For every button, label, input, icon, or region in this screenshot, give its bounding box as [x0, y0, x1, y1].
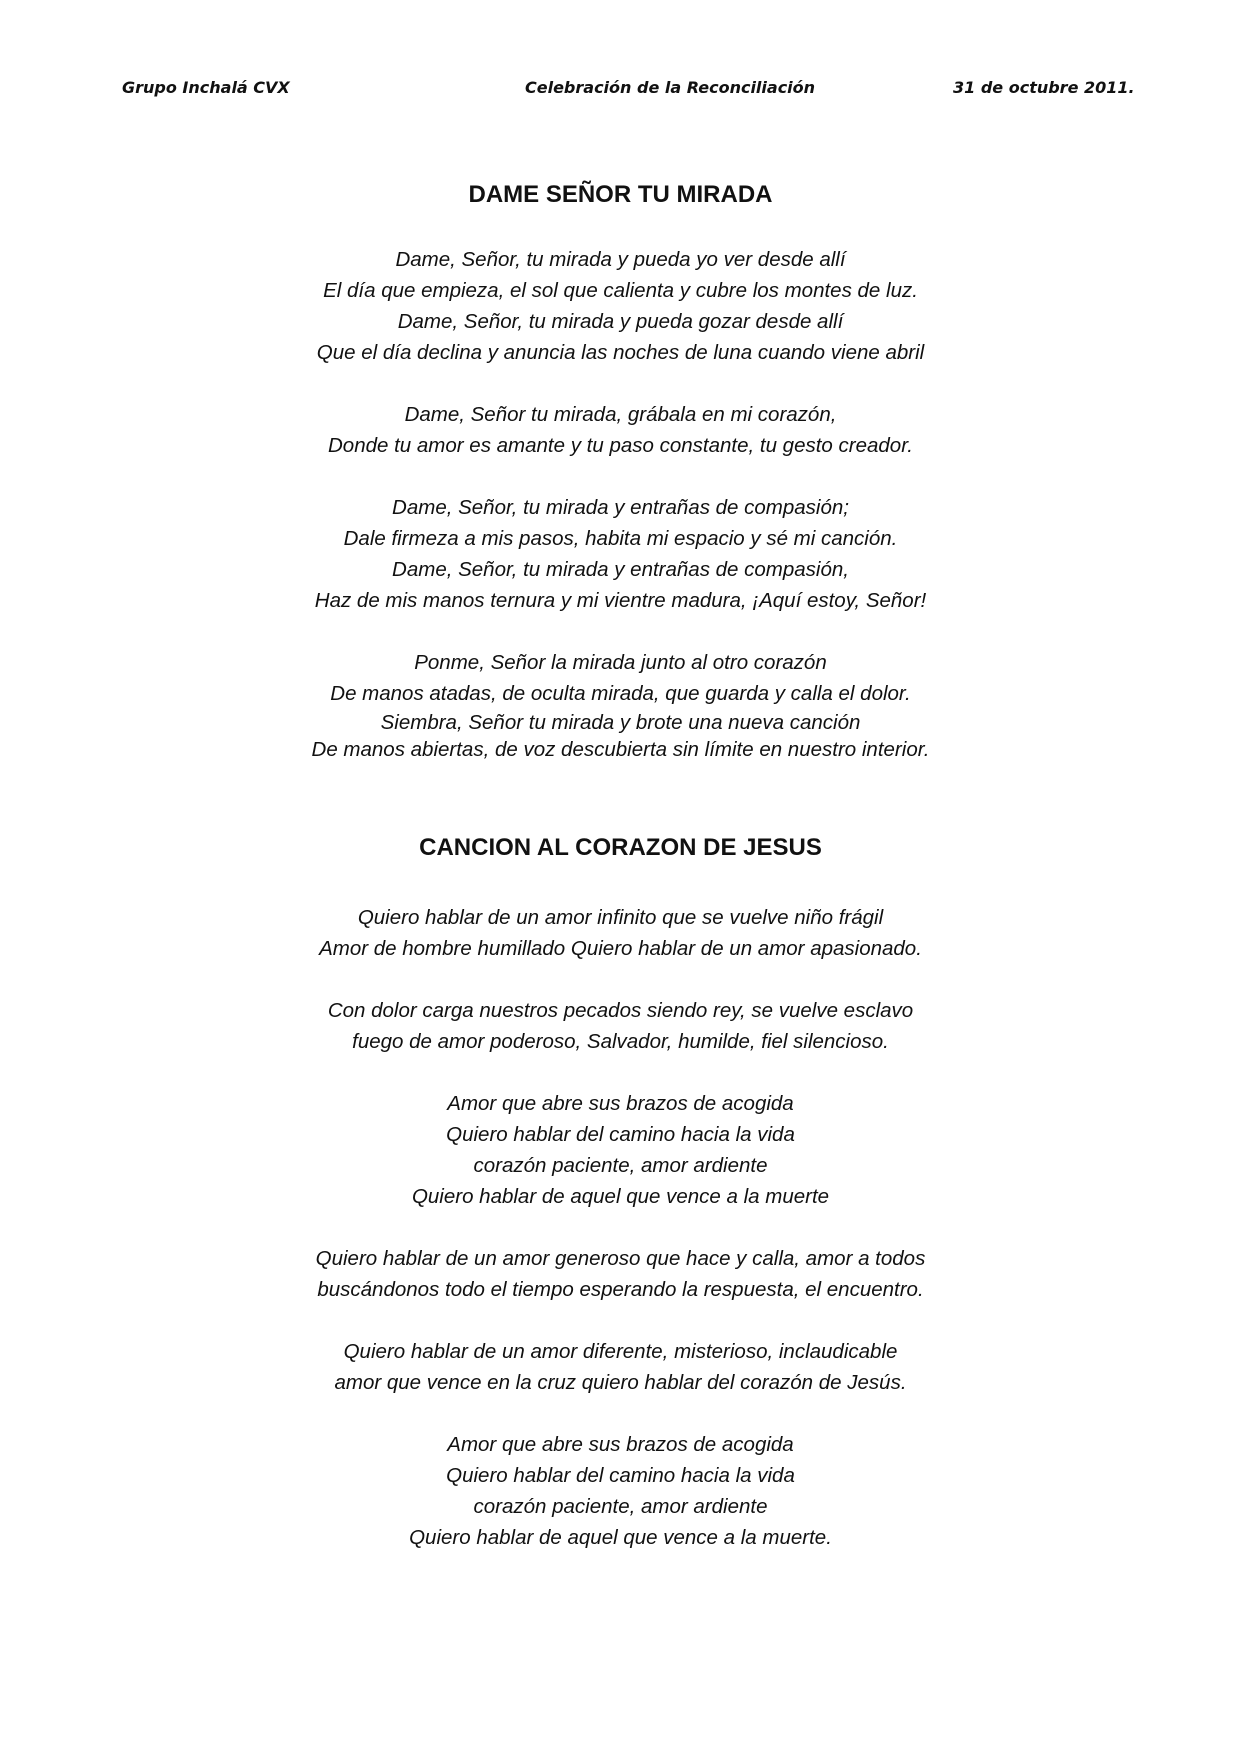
- lyric-line: fuego de amor poderoso, Salvador, humilde, fiel silencioso.: [352, 1030, 889, 1053]
- lyric-line: Siembra, Señor tu mirada y brote una nueva canción: [380, 711, 861, 734]
- lyric-line: Quiero hablar del camino hacia la vida: [446, 1464, 795, 1487]
- page-header: [0, 76, 1241, 100]
- lyric-line: corazón paciente, amor ardiente: [473, 1154, 768, 1177]
- lyric-line: Haz de mis manos ternura y mi vientre madura, ¡Aquí estoy, Señor!: [314, 589, 927, 612]
- lyric-line: De manos atadas, de oculta mirada, que guarda y calla el dolor.: [330, 682, 911, 705]
- lyric-line: Con dolor carga nuestros pecados siendo rey, se vuelve esclavo: [327, 999, 914, 1022]
- header-group-name: Grupo Inchalá CVX: [122, 78, 290, 97]
- song-title-cancion-corazon: CANCION AL CORAZON DE JESUS: [419, 834, 822, 861]
- song-lyrics-dame-senor: [0, 244, 1241, 763]
- lyric-line: Quiero hablar del camino hacia la vida: [446, 1123, 795, 1146]
- stanza-gap: [0, 368, 1241, 399]
- lyric-line: Donde tu amor es amante y tu paso constante, tu gesto creador.: [328, 434, 913, 457]
- lyric-line: corazón paciente, amor ardiente: [473, 1495, 768, 1518]
- lyric-line: Amor que abre sus brazos de acogida: [447, 1433, 794, 1456]
- lyric-line: Que el día declina y anuncia las noches de luna cuando viene abril: [316, 341, 925, 364]
- lyric-line: Dame, Señor, tu mirada y pueda gozar desde allí: [397, 310, 844, 333]
- lyric-line: buscándonos todo el tiempo esperando la respuesta, el encuentro.: [317, 1278, 924, 1301]
- stanza-gap: [0, 616, 1241, 647]
- song-lyrics-cancion-corazon: [0, 902, 1241, 1553]
- stanza-gap: [0, 964, 1241, 995]
- stanza-gap: [0, 1305, 1241, 1336]
- lyric-line: El día que empieza, el sol que calienta y cubre los montes de luz.: [323, 279, 918, 302]
- lyric-line: Quiero hablar de un amor diferente, misterioso, inclaudicable: [343, 1340, 898, 1363]
- lyric-line: amor que vence en la cruz quiero hablar del corazón de Jesús.: [334, 1371, 907, 1394]
- lyric-line: Dame, Señor, tu mirada y entrañas de compasión,: [392, 558, 849, 581]
- stanza-gap: [0, 1057, 1241, 1088]
- lyric-line: Dame, Señor, tu mirada y pueda yo ver desde allí: [395, 248, 846, 271]
- lyric-line: Quiero hablar de aquel que vence a la muerte.: [409, 1526, 832, 1549]
- song-title-dame-senor: DAME SEÑOR TU MIRADA: [468, 181, 773, 208]
- header-event-title: Celebración de la Reconciliación: [525, 78, 816, 97]
- lyric-line: Dame, Señor tu mirada, grábala en mi corazón,: [404, 403, 837, 426]
- lyric-line: De manos abiertas, de voz descubierta sin límite en nuestro interior.: [311, 738, 930, 761]
- lyric-line: Amor de hombre humillado Quiero hablar de un amor apasionado.: [319, 937, 922, 960]
- lyric-line: Quiero hablar de un amor generoso que hace y calla, amor a todos: [315, 1247, 926, 1270]
- lyric-line: Quiero hablar de aquel que vence a la muerte: [411, 1185, 830, 1208]
- lyric-line: Dale firmeza a mis pasos, habita mi espacio y sé mi canción.: [343, 527, 898, 550]
- stanza-gap: [0, 461, 1241, 492]
- stanza-gap: [0, 1398, 1241, 1429]
- stanza-gap: [0, 1212, 1241, 1243]
- lyric-line: Quiero hablar de un amor infinito que se vuelve niño frágil: [357, 906, 884, 929]
- lyric-line: Amor que abre sus brazos de acogida: [447, 1092, 794, 1115]
- header-date: 31 de octubre 2011.: [953, 78, 1135, 97]
- lyric-line: Ponme, Señor la mirada junto al otro corazón: [414, 651, 827, 674]
- lyric-line: Dame, Señor, tu mirada y entrañas de compasión;: [392, 496, 849, 519]
